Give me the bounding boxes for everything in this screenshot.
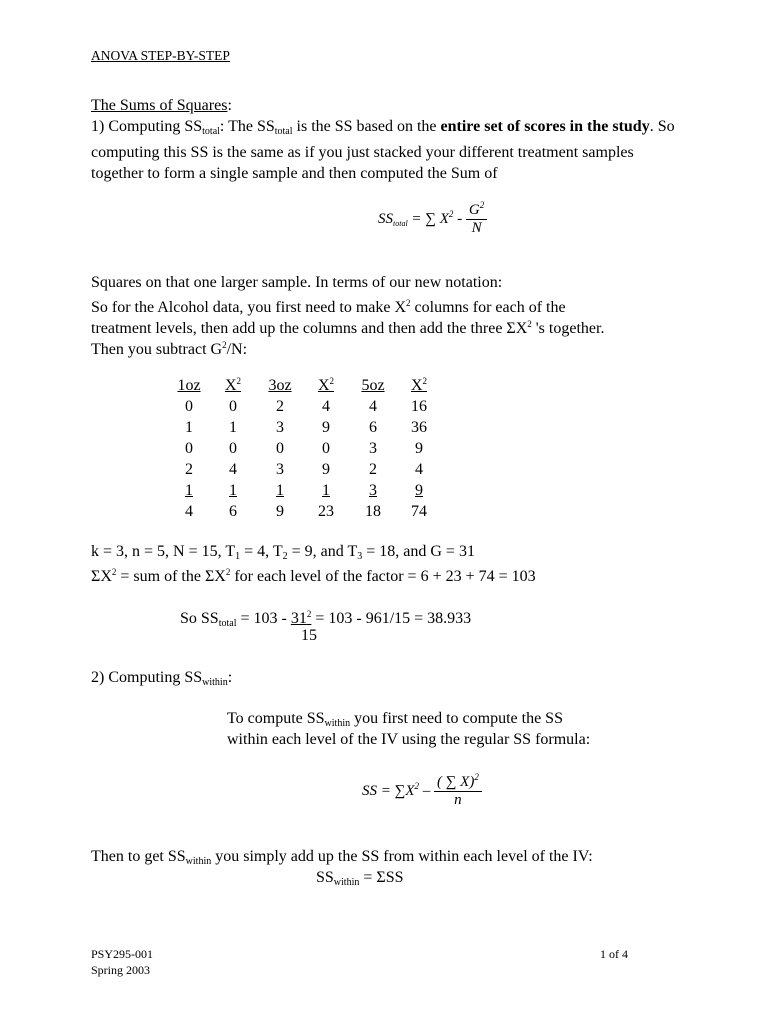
table-cell: 3 bbox=[276, 418, 284, 436]
alcohol-data-table bbox=[172, 375, 444, 522]
table-cell: 0 bbox=[185, 439, 193, 457]
table-cell: 74 bbox=[411, 502, 427, 520]
table-cell: 9 bbox=[322, 418, 330, 436]
table-cell: 23 bbox=[318, 502, 334, 520]
table-cell: 36 bbox=[411, 418, 427, 436]
table-cell: 1 bbox=[185, 418, 193, 436]
table-cell: 9 bbox=[415, 439, 423, 457]
table-cell: 1 bbox=[322, 481, 330, 499]
table-cell: 9 bbox=[276, 502, 284, 520]
text-line: Then to get $SS_{within}$ you simply add up the SS from within each level of the IV: bbox=[91, 848, 593, 867]
table-cell: 0 bbox=[229, 397, 237, 415]
document-title: ANOVA STEP-BY-STEP bbox=[91, 48, 230, 63]
text-line: To compute $SS_{within}$ you first need to compute the SS bbox=[227, 710, 563, 729]
table-cell: 0 bbox=[185, 397, 193, 415]
ss-total-paragraph: 1) Computing $SS_{total}$: The $SS_{total}$ is the SS based on the entire set of scores in the study. So computing this SS is the same as if you just stacked your different treatment samples together to form a single sample and then computed the Sum of bbox=[91, 118, 675, 182]
table-row bbox=[172, 459, 444, 480]
table-cell: 16 bbox=[411, 397, 427, 415]
footer-course: PSY295-001 bbox=[91, 947, 154, 961]
footer-page-number: 1 of 4 bbox=[600, 947, 628, 961]
table-row bbox=[172, 480, 444, 501]
ss-within-heading: 2) Computing $SS_{within}$: bbox=[91, 669, 233, 688]
table-row bbox=[172, 417, 444, 438]
footer-term: Spring 2003 bbox=[91, 963, 151, 977]
table-cell: 2 bbox=[185, 460, 193, 478]
ss-total-denominator: 15 bbox=[301, 627, 317, 644]
parameters-line: k = 3, n = 5, N = 15, $T_1 = 4$, $T_2 = 9$, and $T_3 = 18$, and G = 31 bbox=[91, 543, 475, 562]
table-cell: 2 bbox=[369, 460, 377, 478]
table-totals-row bbox=[172, 501, 444, 522]
table-cell: 3 bbox=[369, 481, 377, 499]
table-cell: 3 bbox=[369, 439, 377, 457]
ss-within-sum: $SS_{within} = \Sigma SS$ bbox=[316, 869, 404, 888]
table-cell: 6 bbox=[229, 502, 237, 520]
table-cell: 4 bbox=[229, 460, 237, 478]
ss-total-calculation: So $SS_{total} = 103 - 31^2 = 103 - 961/15 = 38.933$ bbox=[180, 609, 472, 629]
table-cell: 1 bbox=[185, 481, 193, 499]
section-heading: The Sums of Squares: bbox=[91, 97, 232, 114]
column-header: $X^2$ bbox=[317, 376, 335, 394]
column-header: 3oz bbox=[268, 376, 292, 394]
table-cell: 9 bbox=[322, 460, 330, 478]
table-cell: 0 bbox=[229, 439, 237, 457]
text-line: treatment levels, then add up the columns and then add the three $\Sigma X^2$ 's together. bbox=[91, 319, 605, 337]
text-line: Squares on that one larger sample. In terms of our new notation: bbox=[91, 274, 503, 291]
column-header: 1oz bbox=[177, 376, 201, 394]
table-cell: 0 bbox=[276, 439, 284, 457]
ss-total-formula: $SS_{total}$ = ∑ $X^2$ - $\frac{G^2}{N}$ bbox=[378, 200, 487, 237]
table-cell: 4 bbox=[415, 460, 423, 478]
table-cell: 4 bbox=[369, 397, 377, 415]
column-header: 5oz bbox=[361, 376, 385, 394]
table-row bbox=[172, 396, 444, 417]
table-cell: 0 bbox=[322, 439, 330, 457]
table-cell: 9 bbox=[415, 481, 423, 499]
table-row bbox=[172, 438, 444, 459]
column-header: $X^2$ bbox=[410, 376, 428, 394]
text-line: Then you subtract $G^2/N$: bbox=[91, 340, 248, 358]
ss-formula: SS = $\sum X^2$ – $\frac{( \sum X)^2}{n}$ bbox=[362, 772, 482, 809]
table-cell: 1 bbox=[276, 481, 284, 499]
table-cell: 3 bbox=[276, 460, 284, 478]
sum-x-squared-line: $\Sigma X^2$ = sum of the $\Sigma X^2$ for each level of the factor = 6 + 23 + 74 = 103 bbox=[91, 567, 536, 585]
table-cell: 1 bbox=[229, 418, 237, 436]
table-header-row bbox=[172, 375, 444, 396]
text-line: So for the Alcohol data, you first need to make $X^2$ columns for each of the bbox=[91, 298, 566, 316]
table-cell: 4 bbox=[185, 502, 193, 520]
column-header: $X^2$ bbox=[224, 376, 242, 394]
text-line: within each level of the IV using the regular SS formula: bbox=[227, 731, 591, 748]
table-cell: 4 bbox=[322, 397, 330, 415]
table-cell: 6 bbox=[369, 418, 377, 436]
table-cell: 2 bbox=[276, 397, 284, 415]
table-cell: 18 bbox=[365, 502, 381, 520]
table-cell: 1 bbox=[229, 481, 237, 499]
